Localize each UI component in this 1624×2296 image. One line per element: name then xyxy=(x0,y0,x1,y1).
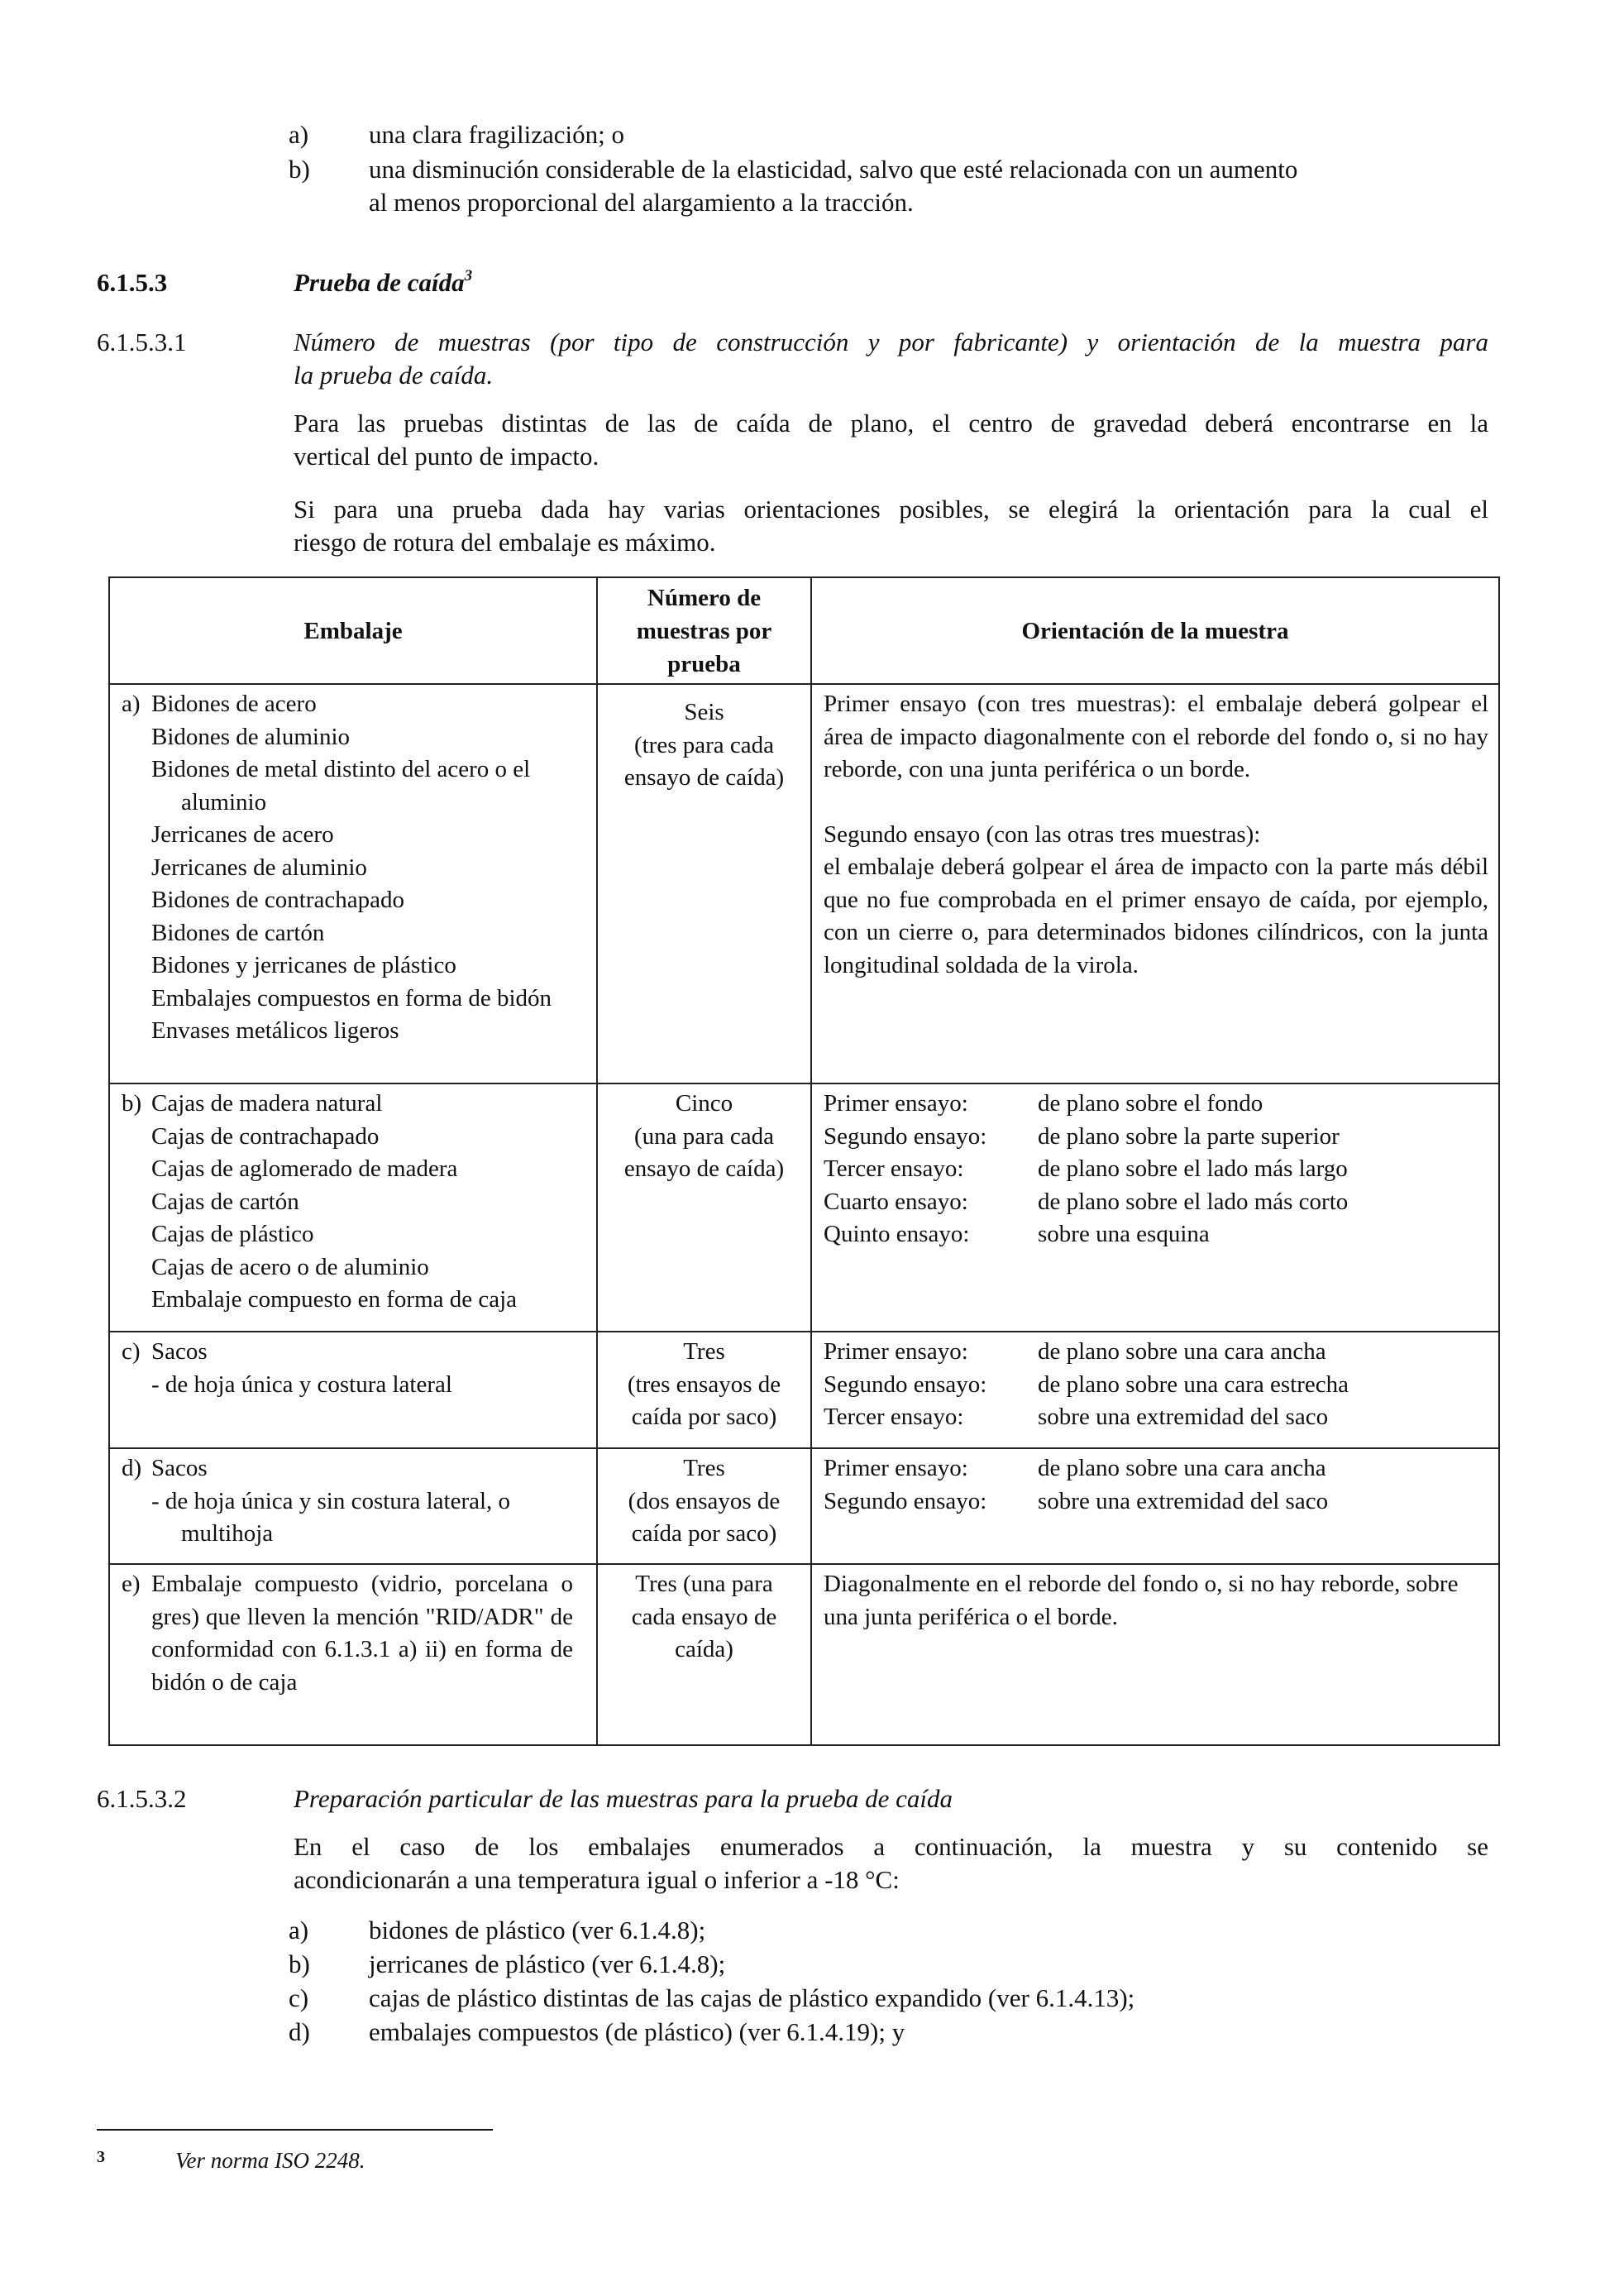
row-letter: d) xyxy=(122,1455,142,1481)
table-row xyxy=(109,1448,1499,1564)
sample-count: Tres xyxy=(683,1455,725,1481)
paragraph xyxy=(294,407,1488,473)
list-marker: d) xyxy=(289,2017,310,2046)
subsection-title: Preparación particular de las muestras para la prueba de caída xyxy=(294,1784,953,1813)
samples-cell xyxy=(597,1083,811,1332)
paragraph xyxy=(294,1830,1488,1897)
orientation-pair xyxy=(824,1153,1488,1186)
sample-count-note: (dos ensayos de caída por saco) xyxy=(628,1487,781,1547)
drop-test-table xyxy=(108,576,1500,1746)
subsection-title-line: Número de muestras (por tipo de construcción y por fabricante) y orientación de la muestra para xyxy=(294,328,1488,356)
sample-count: Seis xyxy=(684,699,724,725)
sample-count: Cinco xyxy=(675,1090,733,1117)
sample-count-note: (tres para cada ensayo de caída) xyxy=(623,731,785,791)
packaging-item xyxy=(122,688,588,721)
packaging-item-text: Sacos xyxy=(151,1455,208,1481)
packaging-cell xyxy=(109,1448,597,1564)
footnote-divider xyxy=(97,2129,493,2131)
table-row xyxy=(109,684,1499,1083)
test-label: Tercer ensayo: xyxy=(824,1404,964,1430)
orientation-cell xyxy=(811,684,1499,1083)
orientation-pair xyxy=(824,1485,1488,1519)
test-orientation: de plano sobre la parte superior xyxy=(1038,1122,1340,1150)
packaging-item: Cajas de cartón xyxy=(151,1188,299,1215)
test-label: Primer ensayo: xyxy=(824,1090,968,1117)
table-row xyxy=(109,1564,1499,1745)
paragraph-line: acondicionarán a una temperatura igual o inferior a -18 °C: xyxy=(294,1865,900,1894)
test-orientation: sobre una extremidad del saco xyxy=(1038,1404,1329,1430)
sample-count: Tres (una para cada ensayo de caída) xyxy=(631,1571,777,1662)
packaging-item-text: Cajas de madera natural xyxy=(151,1090,383,1117)
packaging-item-text: Embalaje compuesto (vidrio, porcelana o gres) que lleven la mención "RID/ADR" de conformidad con 6.1.3.1 a) ii) en forma de bidón o de caja xyxy=(151,1571,573,1696)
packaging-item xyxy=(122,1452,588,1485)
packaging-item xyxy=(122,1336,588,1369)
test-label: Segundo ensayo: xyxy=(824,1122,987,1150)
packaging-item: - de hoja única y sin costura lateral, o multihoja xyxy=(151,1487,511,1547)
orientation-pair xyxy=(824,1218,1488,1251)
test-label: Segundo ensayo: xyxy=(824,1370,987,1398)
orientation-pair xyxy=(824,1186,1488,1219)
list-marker: b) xyxy=(289,155,310,184)
packaging-item-text: Sacos xyxy=(151,1338,208,1365)
orientation-cell xyxy=(811,1332,1499,1448)
test-orientation: sobre una extremidad del saco xyxy=(1038,1487,1329,1514)
packaging-item: - de hoja única y costura lateral xyxy=(151,1370,452,1398)
test-label: Segundo ensayo: xyxy=(824,1487,987,1514)
table-row xyxy=(109,1332,1499,1448)
packaging-item: Cajas de contrachapado xyxy=(151,1122,380,1150)
test-orientation: de plano sobre el fondo xyxy=(1038,1090,1263,1117)
packaging-item xyxy=(122,1568,588,1699)
list-marker: b) xyxy=(289,1949,310,1978)
subsection-title xyxy=(294,326,1488,392)
orientation-cell xyxy=(811,1083,1499,1332)
subsection-number: 6.1.5.3.2 xyxy=(97,1784,187,1813)
subsection-number: 6.1.5.3.1 xyxy=(97,328,187,356)
packaging-item: Bidones de contrachapado xyxy=(151,887,405,913)
packaging-item: Jerricanes de acero xyxy=(151,821,334,848)
list-marker: a) xyxy=(289,1916,309,1944)
packaging-cell xyxy=(109,1332,597,1448)
paragraph-line: riesgo de rotura del embalaje es máximo. xyxy=(294,528,716,557)
row-letter: e) xyxy=(122,1571,141,1597)
footnote-number: 3 xyxy=(97,2148,105,2166)
packaging-item: Bidones de metal distinto del acero o el aluminio xyxy=(151,756,531,816)
list-text-line: una disminución considerable de la elasticidad, salvo que esté relacionada con un aumento xyxy=(369,155,1298,184)
row-letter: b) xyxy=(122,1090,142,1117)
row-letter: a) xyxy=(122,691,141,717)
test-label: Primer ensayo: xyxy=(824,1455,968,1481)
packaging-item: Envases metálicos ligeros xyxy=(151,1017,399,1044)
spacer xyxy=(824,787,1488,819)
samples-cell xyxy=(597,1564,811,1745)
list-text: jerricanes de plástico (ver 6.1.4.8); xyxy=(369,1949,726,1978)
list-text: una clara fragilización; o xyxy=(369,120,624,149)
paragraph xyxy=(294,493,1488,559)
packaging-cell xyxy=(109,1083,597,1332)
list-text-line: al menos proporcional del alargamiento a la tracción. xyxy=(369,188,914,217)
packaging-cell xyxy=(109,684,597,1083)
section-title xyxy=(294,266,472,299)
row-letter: c) xyxy=(122,1338,141,1365)
list-text: bidones de plástico (ver 6.1.4.8); xyxy=(369,1916,706,1944)
test-label: Cuarto ensayo: xyxy=(824,1188,968,1215)
sample-count-note: (una para cada ensayo de caída) xyxy=(623,1122,785,1182)
test-orientation: de plano sobre una cara estrecha xyxy=(1038,1370,1349,1398)
list-text: cajas de plástico distintas de las cajas de plástico expandido (ver 6.1.4.13); xyxy=(369,1983,1135,2012)
samples-cell xyxy=(597,1448,811,1564)
subsection-title-line: la prueba de caída. xyxy=(294,361,494,390)
orientation-text: el embalaje deberá golpear el área de impacto con la parte más débil que no fue comprobada en el primer ensayo de caída, por ejemplo, con un cierre o, para determinados bidones cilíndricos, con la junta longitudinal soldada de la virola. xyxy=(824,854,1488,978)
list-text: embalajes compuestos (de plástico) (ver 6.1.4.19); y xyxy=(369,2017,905,2046)
packaging-item: Bidones de aluminio xyxy=(151,723,351,750)
orientation-text: Segundo ensayo (con las otras tres muestras): xyxy=(824,820,1261,848)
packaging-item: Bidones y jerricanes de plástico xyxy=(151,952,456,978)
paragraph-line: Si para una prueba dada hay varias orientaciones posibles, se elegirá la orientación para la cual el xyxy=(294,495,1488,524)
test-orientation: de plano sobre el lado más corto xyxy=(1038,1188,1349,1215)
samples-cell xyxy=(597,1332,811,1448)
test-label: Quinto ensayo: xyxy=(824,1221,970,1247)
footnote-ref: 3 xyxy=(464,266,473,285)
footnote-text: Ver norma ISO 2248. xyxy=(175,2148,365,2173)
section-number: 6.1.5.3 xyxy=(97,268,168,297)
column-header-orientation: Orientación de la muestra xyxy=(811,577,1499,684)
orientation-pair xyxy=(824,1121,1488,1154)
orientation-cell xyxy=(811,1448,1499,1564)
orientation-pair xyxy=(824,1401,1488,1434)
list-marker: c) xyxy=(289,1983,309,2012)
packaging-item: Jerricanes de aluminio xyxy=(151,854,367,881)
test-label: Primer ensayo: xyxy=(824,1338,968,1365)
test-orientation: de plano sobre una cara ancha xyxy=(1038,1455,1326,1481)
paragraph-line: En el caso de los embalajes enumerados a continuación, la muestra y su contenido se xyxy=(294,1832,1488,1861)
test-orientation: de plano sobre el lado más largo xyxy=(1038,1155,1348,1182)
packaging-item xyxy=(122,1088,588,1121)
samples-cell xyxy=(597,684,811,1083)
sample-count-note: (tres ensayos de caída por saco) xyxy=(627,1370,781,1430)
packaging-item: Embalajes compuestos en forma de bidón xyxy=(151,984,552,1012)
packaging-item: Cajas de plástico xyxy=(151,1221,314,1247)
test-orientation: sobre una esquina xyxy=(1038,1221,1210,1247)
test-orientation: de plano sobre una cara ancha xyxy=(1038,1338,1326,1365)
packaging-cell xyxy=(109,1564,597,1745)
packaging-item: Cajas de acero o de aluminio xyxy=(151,1253,429,1280)
list-marker: a) xyxy=(289,120,309,149)
paragraph-line: vertical del punto de impacto. xyxy=(294,442,599,471)
orientation-text: Diagonalmente en el reborde del fondo o, si no hay reborde, sobre una junta periférica o el borde. xyxy=(824,1571,1459,1630)
orientation-pair xyxy=(824,1452,1488,1485)
list-text xyxy=(369,153,1502,219)
orientation-text: Primer ensayo (con tres muestras): el embalaje deberá golpear el área de impacto diagonalmente con el reborde del fondo o, si no hay reborde, con una junta periférica o un borde. xyxy=(824,691,1488,782)
packaging-item: Cajas de aglomerado de madera xyxy=(151,1155,458,1182)
packaging-item: Embalaje compuesto en forma de caja xyxy=(151,1286,518,1313)
packaging-item: Bidones de cartón xyxy=(151,919,325,946)
column-header-samples: Número de muestras por prueba xyxy=(597,577,811,684)
orientation-cell xyxy=(811,1564,1499,1745)
sample-count: Tres xyxy=(683,1338,725,1365)
section-title-text: Prueba de caída xyxy=(294,268,465,297)
table-header-row xyxy=(109,577,1499,684)
orientation-pair xyxy=(824,1088,1488,1121)
packaging-item-text: Bidones de acero xyxy=(151,691,317,717)
orientation-pair xyxy=(824,1336,1488,1369)
column-header-packaging: Embalaje xyxy=(109,577,597,684)
test-label: Tercer ensayo: xyxy=(824,1155,964,1182)
paragraph-line: Para las pruebas distintas de las de caída de plano, el centro de gravedad deberá encontrarse en la xyxy=(294,409,1488,438)
table-row xyxy=(109,1083,1499,1332)
orientation-pair xyxy=(824,1369,1488,1402)
